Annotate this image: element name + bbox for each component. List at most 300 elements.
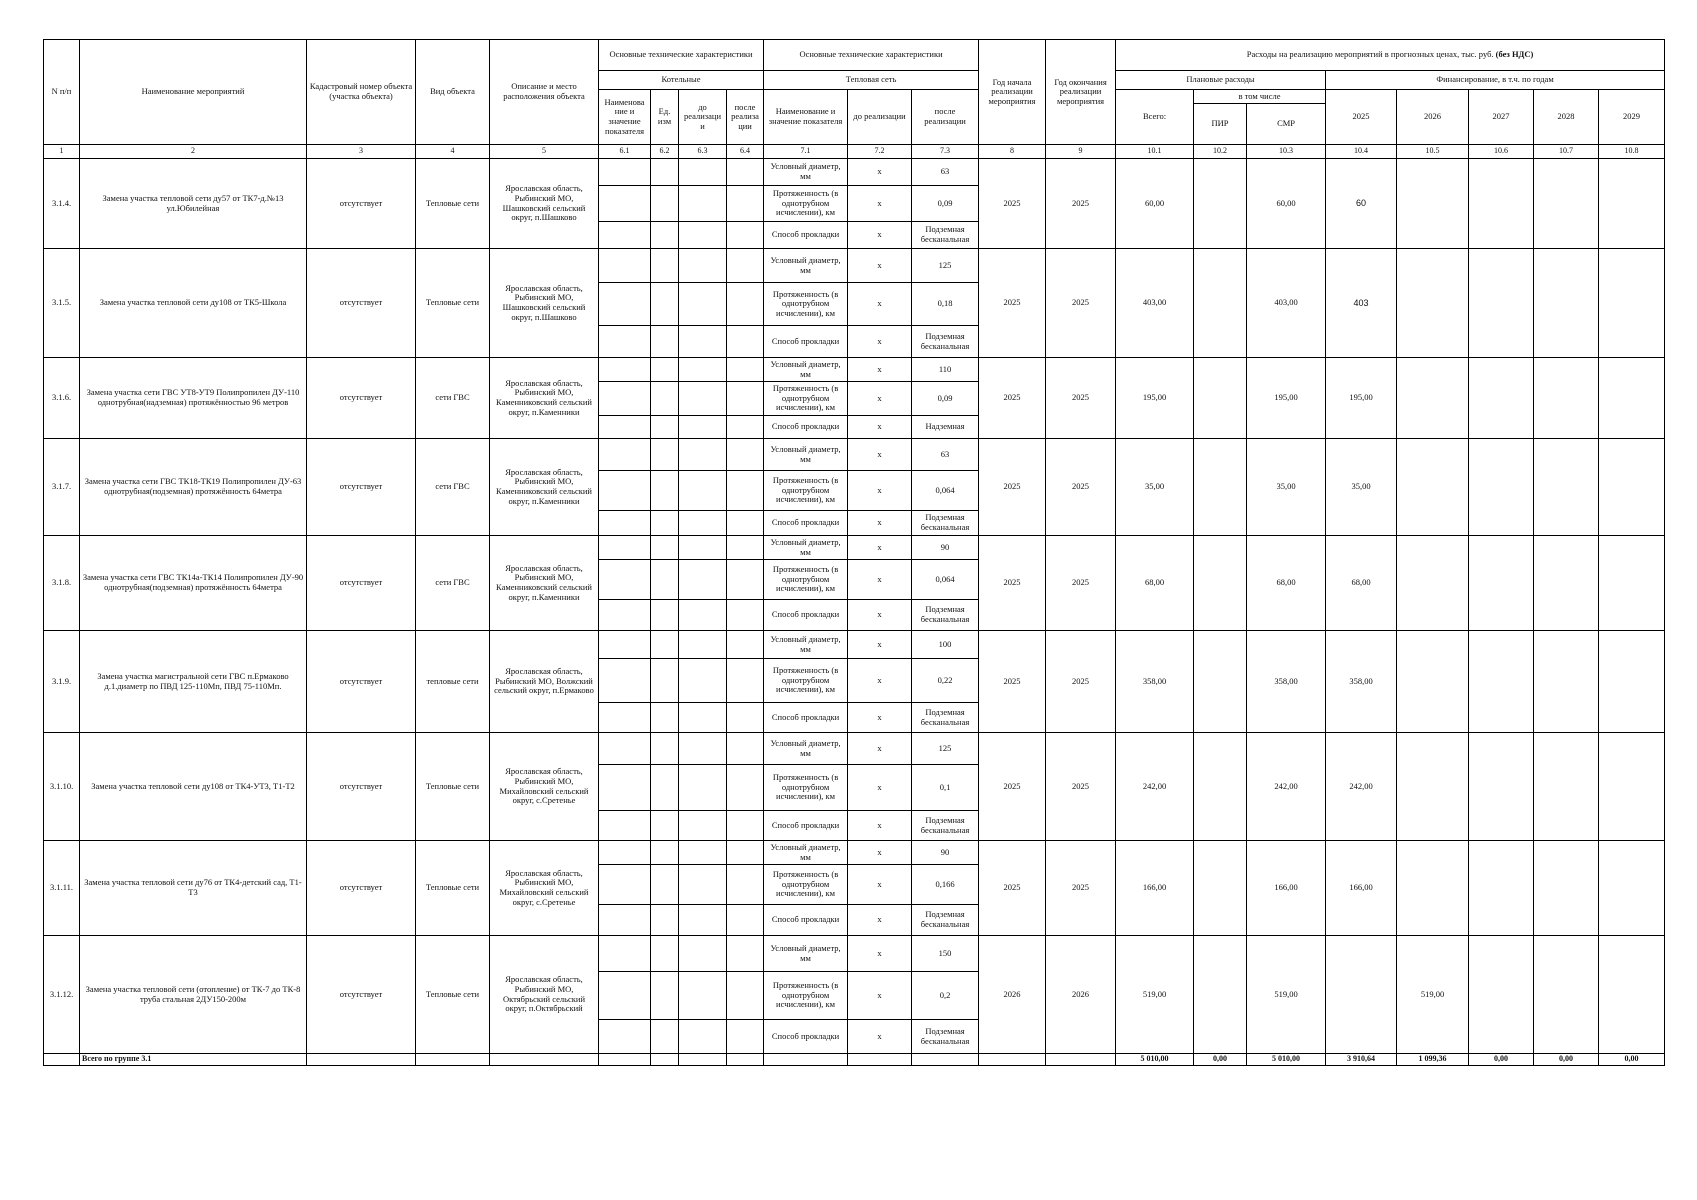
column-number: 10.7 bbox=[1534, 145, 1599, 159]
net-before-diameter: x bbox=[848, 159, 912, 186]
header-cadastral: Кадастровый номер объекта (участка объекта) bbox=[307, 40, 416, 145]
net-before-length: x bbox=[848, 382, 912, 416]
boiler-after-cell bbox=[727, 765, 764, 811]
net-indicator-laying: Способ прокладки bbox=[764, 600, 848, 631]
column-number: 6.2 bbox=[651, 145, 679, 159]
measure-name: Замена участка сети ГВС УТ8-УТ9 Полипропилен ДУ-110 однотрубная(надземная) протяжённостью 96 метров bbox=[80, 358, 307, 439]
boiler-unit-cell bbox=[651, 631, 679, 659]
end-year: 2025 bbox=[1046, 159, 1116, 249]
header-year-2025: 2025 bbox=[1326, 90, 1397, 145]
header-start-year: Год начала реализации мероприятия bbox=[979, 40, 1046, 145]
planned-smr: 195,00 bbox=[1247, 358, 1326, 439]
table-row bbox=[44, 536, 1665, 560]
header-year-2026: 2026 bbox=[1397, 90, 1469, 145]
boiler-unit-cell bbox=[651, 416, 679, 439]
net-after-length: 0,1 bbox=[912, 765, 979, 811]
net-before-laying: x bbox=[848, 703, 912, 733]
financing-2026 bbox=[1397, 841, 1469, 936]
boiler-unit-cell bbox=[651, 186, 679, 222]
boiler-before-cell bbox=[679, 811, 727, 841]
financing-2029 bbox=[1599, 358, 1665, 439]
cadastral-number: отсутствует bbox=[307, 159, 416, 249]
column-number: 10.8 bbox=[1599, 145, 1665, 159]
net-indicator-diameter: Условный диаметр, мм bbox=[764, 439, 848, 471]
measures-table bbox=[43, 39, 1665, 1066]
net-indicator-length: Протяженность (в однотрубном исчислении), км bbox=[764, 659, 848, 703]
net-after-diameter: 90 bbox=[912, 536, 979, 560]
financing-2026 bbox=[1397, 733, 1469, 841]
net-after-laying: Подземная бесканальная bbox=[912, 811, 979, 841]
boiler-unit-cell bbox=[651, 222, 679, 249]
end-year: 2025 bbox=[1046, 733, 1116, 841]
boiler-after-cell bbox=[727, 416, 764, 439]
boiler-after-cell bbox=[727, 811, 764, 841]
planned-total: 68,00 bbox=[1116, 536, 1194, 631]
financing-2025: 242,00 bbox=[1326, 733, 1397, 841]
boiler-before-cell bbox=[679, 416, 727, 439]
header-boilers: Котельные bbox=[599, 71, 764, 90]
boiler-after-cell bbox=[727, 358, 764, 382]
net-indicator-laying: Способ прокладки bbox=[764, 811, 848, 841]
net-indicator-diameter: Условный диаметр, мм bbox=[764, 358, 848, 382]
boiler-indicator-cell bbox=[599, 222, 651, 249]
measure-name: Замена участка тепловой сети ду108 от ТК5-Школа bbox=[80, 249, 307, 358]
header-after: после реализа ции bbox=[727, 90, 764, 145]
start-year: 2025 bbox=[979, 159, 1046, 249]
planned-pir bbox=[1194, 631, 1247, 733]
boiler-after-cell bbox=[727, 659, 764, 703]
financing-2027 bbox=[1469, 439, 1534, 536]
financing-2026 bbox=[1397, 358, 1469, 439]
financing-2025: 35,00 bbox=[1326, 439, 1397, 536]
column-number: 10.2 bbox=[1194, 145, 1247, 159]
end-year: 2025 bbox=[1046, 249, 1116, 358]
net-before-laying: x bbox=[848, 416, 912, 439]
header-expenses bbox=[1116, 40, 1665, 71]
column-number: 8 bbox=[979, 145, 1046, 159]
financing-2025: 403 bbox=[1326, 249, 1397, 358]
object-type: Тепловые сети bbox=[416, 936, 490, 1054]
financing-2028 bbox=[1534, 439, 1599, 536]
measures-register-sheet bbox=[43, 39, 1665, 1066]
boiler-unit-cell bbox=[651, 471, 679, 511]
net-before-diameter: x bbox=[848, 631, 912, 659]
header-total: Всего: bbox=[1116, 90, 1194, 145]
end-year: 2025 bbox=[1046, 536, 1116, 631]
table-row bbox=[44, 358, 1665, 382]
net-indicator-laying: Способ прокладки bbox=[764, 222, 848, 249]
boiler-before-cell bbox=[679, 631, 727, 659]
planned-total: 242,00 bbox=[1116, 733, 1194, 841]
boiler-before-cell bbox=[679, 733, 727, 765]
start-year: 2025 bbox=[979, 536, 1046, 631]
boiler-unit-cell bbox=[651, 1020, 679, 1054]
boiler-unit-cell bbox=[651, 382, 679, 416]
header-planned: Плановые расходы bbox=[1116, 71, 1326, 90]
totals-2025: 3 910,64 bbox=[1326, 1054, 1397, 1066]
net-before-laying: x bbox=[848, 905, 912, 936]
header-end-year: Год окончания реализации мероприятия bbox=[1046, 40, 1116, 145]
boiler-indicator-cell bbox=[599, 186, 651, 222]
cadastral-number: отсутствует bbox=[307, 631, 416, 733]
totals-empty bbox=[599, 1054, 651, 1066]
net-after-length: 0,18 bbox=[912, 283, 979, 326]
header-n: N п/п bbox=[44, 40, 80, 145]
totals-empty bbox=[848, 1054, 912, 1066]
object-type: Тепловые сети bbox=[416, 733, 490, 841]
boiler-unit-cell bbox=[651, 511, 679, 536]
column-number: 2 bbox=[80, 145, 307, 159]
planned-smr: 519,00 bbox=[1247, 936, 1326, 1054]
totals-empty bbox=[416, 1054, 490, 1066]
boiler-unit-cell bbox=[651, 841, 679, 865]
net-before-length: x bbox=[848, 186, 912, 222]
column-number: 10.3 bbox=[1247, 145, 1326, 159]
financing-2025: 68,00 bbox=[1326, 536, 1397, 631]
totals-empty bbox=[44, 1054, 80, 1066]
row-number: 3.1.5. bbox=[44, 249, 80, 358]
boiler-after-cell bbox=[727, 536, 764, 560]
totals-total: 5 010,00 bbox=[1116, 1054, 1194, 1066]
boiler-indicator-cell bbox=[599, 326, 651, 358]
table-row bbox=[44, 936, 1665, 972]
boiler-after-cell bbox=[727, 905, 764, 936]
net-after-length: 0,09 bbox=[912, 382, 979, 416]
cadastral-number: отсутствует bbox=[307, 439, 416, 536]
boiler-before-cell bbox=[679, 659, 727, 703]
net-indicator-laying: Способ прокладки bbox=[764, 703, 848, 733]
financing-2029 bbox=[1599, 631, 1665, 733]
totals-empty bbox=[490, 1054, 599, 1066]
boiler-before-cell bbox=[679, 1020, 727, 1054]
header-expenses-bold: (без НДС) bbox=[1495, 49, 1534, 60]
boiler-before-cell bbox=[679, 249, 727, 283]
boiler-before-cell bbox=[679, 560, 727, 600]
net-indicator-laying: Способ прокладки bbox=[764, 511, 848, 536]
net-before-length: x bbox=[848, 865, 912, 905]
planned-smr: 60,00 bbox=[1247, 159, 1326, 249]
object-type: сети ГВС bbox=[416, 536, 490, 631]
financing-2029 bbox=[1599, 249, 1665, 358]
header-financing bbox=[1326, 71, 1665, 90]
header-tech-net-group: Основные технические характеристики bbox=[764, 40, 979, 71]
start-year: 2025 bbox=[979, 841, 1046, 936]
net-indicator-length: Протяженность (в однотрубном исчислении), км bbox=[764, 186, 848, 222]
boiler-before-cell bbox=[679, 600, 727, 631]
measure-name: Замена участка сети ГВС ТК14а-ТК14 Полипропилен ДУ-90 однотрубная(подземная) протяжённость 64метра bbox=[80, 536, 307, 631]
boiler-indicator-cell bbox=[599, 358, 651, 382]
header-including: в том числе bbox=[1194, 90, 1326, 104]
measure-name: Замена участка тепловой сети ду76 от ТК4-детский сад, Т1-Т3 bbox=[80, 841, 307, 936]
planned-pir bbox=[1194, 439, 1247, 536]
net-before-length: x bbox=[848, 972, 912, 1020]
end-year: 2025 bbox=[1046, 358, 1116, 439]
net-before-laying: x bbox=[848, 326, 912, 358]
net-after-diameter: 100 bbox=[912, 631, 979, 659]
table-row bbox=[44, 631, 1665, 659]
boiler-unit-cell bbox=[651, 600, 679, 631]
boiler-before-cell bbox=[679, 283, 727, 326]
financing-2026 bbox=[1397, 631, 1469, 733]
boiler-before-cell bbox=[679, 765, 727, 811]
header-net-before: до реализации bbox=[848, 90, 912, 145]
net-after-length: 0,2 bbox=[912, 972, 979, 1020]
boiler-indicator-cell bbox=[599, 439, 651, 471]
planned-total: 195,00 bbox=[1116, 358, 1194, 439]
financing-2027 bbox=[1469, 631, 1534, 733]
net-indicator-laying: Способ прокладки bbox=[764, 1020, 848, 1054]
boiler-indicator-cell bbox=[599, 159, 651, 186]
net-indicator-diameter: Условный диаметр, мм bbox=[764, 841, 848, 865]
start-year: 2025 bbox=[979, 249, 1046, 358]
table-row bbox=[44, 841, 1665, 865]
boiler-after-cell bbox=[727, 471, 764, 511]
net-after-diameter: 110 bbox=[912, 358, 979, 382]
net-before-laying: x bbox=[848, 1020, 912, 1054]
financing-2026: 519,00 bbox=[1397, 936, 1469, 1054]
start-year: 2025 bbox=[979, 358, 1046, 439]
header-indicator-name: Наименова ние и значение показателя bbox=[599, 90, 651, 145]
column-number: 9 bbox=[1046, 145, 1116, 159]
boiler-before-cell bbox=[679, 159, 727, 186]
planned-pir bbox=[1194, 841, 1247, 936]
boiler-unit-cell bbox=[651, 972, 679, 1020]
column-number: 1 bbox=[44, 145, 80, 159]
boiler-before-cell bbox=[679, 511, 727, 536]
totals-2027: 0,00 bbox=[1469, 1054, 1534, 1066]
boiler-before-cell bbox=[679, 439, 727, 471]
boiler-after-cell bbox=[727, 631, 764, 659]
row-number: 3.1.12. bbox=[44, 936, 80, 1054]
column-number: 6.4 bbox=[727, 145, 764, 159]
net-indicator-laying: Способ прокладки bbox=[764, 416, 848, 439]
net-before-length: x bbox=[848, 560, 912, 600]
totals-empty bbox=[1046, 1054, 1116, 1066]
financing-2029 bbox=[1599, 159, 1665, 249]
boiler-indicator-cell bbox=[599, 936, 651, 972]
net-after-length: 0,064 bbox=[912, 560, 979, 600]
boiler-indicator-cell bbox=[599, 471, 651, 511]
net-before-diameter: x bbox=[848, 733, 912, 765]
net-before-diameter: x bbox=[848, 249, 912, 283]
net-after-diameter: 63 bbox=[912, 439, 979, 471]
start-year: 2025 bbox=[979, 439, 1046, 536]
totals-pir: 0,00 bbox=[1194, 1054, 1247, 1066]
boiler-indicator-cell bbox=[599, 765, 651, 811]
boiler-unit-cell bbox=[651, 703, 679, 733]
column-number: 4 bbox=[416, 145, 490, 159]
net-indicator-length: Протяженность (в однотрубном исчислении), км bbox=[764, 972, 848, 1020]
planned-pir bbox=[1194, 358, 1247, 439]
row-number: 3.1.9. bbox=[44, 631, 80, 733]
net-before-diameter: x bbox=[848, 358, 912, 382]
net-before-length: x bbox=[848, 659, 912, 703]
financing-2029 bbox=[1599, 841, 1665, 936]
net-before-laying: x bbox=[848, 222, 912, 249]
table-header bbox=[44, 40, 1665, 159]
boiler-before-cell bbox=[679, 536, 727, 560]
measure-name: Замена участка тепловой сети ду57 от ТК7-д.№13 ул.Юбилейная bbox=[80, 159, 307, 249]
financing-2028 bbox=[1534, 733, 1599, 841]
boiler-unit-cell bbox=[651, 536, 679, 560]
row-number: 3.1.6. bbox=[44, 358, 80, 439]
planned-smr: 35,00 bbox=[1247, 439, 1326, 536]
header-unit: Ед. изм bbox=[651, 90, 679, 145]
row-number: 3.1.4. bbox=[44, 159, 80, 249]
financing-2028 bbox=[1534, 841, 1599, 936]
end-year: 2026 bbox=[1046, 936, 1116, 1054]
cadastral-number: отсутствует bbox=[307, 358, 416, 439]
boiler-after-cell bbox=[727, 936, 764, 972]
net-after-laying: Подземная бесканальная bbox=[912, 326, 979, 358]
boiler-before-cell bbox=[679, 865, 727, 905]
financing-2029 bbox=[1599, 733, 1665, 841]
boiler-indicator-cell bbox=[599, 865, 651, 905]
boiler-unit-cell bbox=[651, 765, 679, 811]
financing-2027 bbox=[1469, 536, 1534, 631]
boiler-indicator-cell bbox=[599, 733, 651, 765]
boiler-before-cell bbox=[679, 905, 727, 936]
financing-2026 bbox=[1397, 536, 1469, 631]
net-indicator-diameter: Условный диаметр, мм bbox=[764, 249, 848, 283]
financing-2025: 195,00 bbox=[1326, 358, 1397, 439]
financing-2025: 60 bbox=[1326, 159, 1397, 249]
boiler-after-cell bbox=[727, 1020, 764, 1054]
net-after-laying: Подземная бесканальная bbox=[912, 511, 979, 536]
totals-label: Всего по группе 3.1 bbox=[80, 1054, 307, 1066]
net-before-diameter: x bbox=[848, 841, 912, 865]
boiler-unit-cell bbox=[651, 326, 679, 358]
boiler-unit-cell bbox=[651, 159, 679, 186]
measure-name: Замена участка сети ГВС ТК18-ТК19 Полипропилен ДУ-63 однотрубная(подземная) протяжённость 64метра bbox=[80, 439, 307, 536]
financing-2025 bbox=[1326, 936, 1397, 1054]
boiler-before-cell bbox=[679, 222, 727, 249]
net-before-laying: x bbox=[848, 600, 912, 631]
object-type: Тепловые сети bbox=[416, 249, 490, 358]
header-year-2028: 2028 bbox=[1534, 90, 1599, 145]
boiler-unit-cell bbox=[651, 811, 679, 841]
cadastral-number: отсутствует bbox=[307, 249, 416, 358]
boiler-indicator-cell bbox=[599, 536, 651, 560]
net-indicator-length: Протяженность (в однотрубном исчислении), км bbox=[764, 471, 848, 511]
header-heat-network: Тепловая сеть bbox=[764, 71, 979, 90]
header-description: Описание и место расположения объекта bbox=[490, 40, 599, 145]
column-number: 3 bbox=[307, 145, 416, 159]
cadastral-number: отсутствует bbox=[307, 841, 416, 936]
boiler-unit-cell bbox=[651, 865, 679, 905]
totals-2028: 0,00 bbox=[1534, 1054, 1599, 1066]
net-after-laying: Подземная бесканальная bbox=[912, 222, 979, 249]
object-type: сети ГВС bbox=[416, 439, 490, 536]
totals-smr: 5 010,00 bbox=[1247, 1054, 1326, 1066]
planned-smr: 242,00 bbox=[1247, 733, 1326, 841]
boiler-indicator-cell bbox=[599, 416, 651, 439]
boiler-unit-cell bbox=[651, 936, 679, 972]
financing-2027 bbox=[1469, 733, 1534, 841]
start-year: 2025 bbox=[979, 733, 1046, 841]
header-pir: ПИР bbox=[1194, 104, 1247, 145]
boiler-after-cell bbox=[727, 159, 764, 186]
planned-smr: 68,00 bbox=[1247, 536, 1326, 631]
object-location: Ярославская область, Рыбинский МО, Октябрьский сельский округ, п.Октябрьский bbox=[490, 936, 599, 1054]
object-location: Ярославская область, Рыбинский МО, Каменниковский сельский округ, п.Каменники bbox=[490, 439, 599, 536]
net-after-length: 0,09 bbox=[912, 186, 979, 222]
start-year: 2026 bbox=[979, 936, 1046, 1054]
column-number: 6.1 bbox=[599, 145, 651, 159]
boiler-after-cell bbox=[727, 972, 764, 1020]
totals-2029: 0,00 bbox=[1599, 1054, 1665, 1066]
column-number: 7.1 bbox=[764, 145, 848, 159]
net-after-laying: Подземная бесканальная bbox=[912, 905, 979, 936]
end-year: 2025 bbox=[1046, 631, 1116, 733]
financing-2028 bbox=[1534, 936, 1599, 1054]
boiler-indicator-cell bbox=[599, 659, 651, 703]
end-year: 2025 bbox=[1046, 439, 1116, 536]
boiler-after-cell bbox=[727, 382, 764, 416]
boiler-after-cell bbox=[727, 222, 764, 249]
planned-total: 166,00 bbox=[1116, 841, 1194, 936]
financing-2026 bbox=[1397, 159, 1469, 249]
object-location: Ярославская область, Рыбинский МО, Михайловский сельский округ, с.Сретенье bbox=[490, 841, 599, 936]
net-after-laying: Подземная бесканальная bbox=[912, 1020, 979, 1054]
table-row bbox=[44, 733, 1665, 765]
net-after-length: 0,166 bbox=[912, 865, 979, 905]
boiler-indicator-cell bbox=[599, 560, 651, 600]
net-indicator-length: Протяженность (в однотрубном исчислении), км bbox=[764, 765, 848, 811]
boiler-unit-cell bbox=[651, 439, 679, 471]
planned-smr: 358,00 bbox=[1247, 631, 1326, 733]
financing-2027 bbox=[1469, 841, 1534, 936]
net-after-laying: Надземная bbox=[912, 416, 979, 439]
boiler-unit-cell bbox=[651, 358, 679, 382]
boiler-indicator-cell bbox=[599, 382, 651, 416]
financing-2027 bbox=[1469, 358, 1534, 439]
boiler-unit-cell bbox=[651, 659, 679, 703]
boiler-after-cell bbox=[727, 249, 764, 283]
net-before-length: x bbox=[848, 283, 912, 326]
boiler-after-cell bbox=[727, 560, 764, 600]
header-object-type: Вид объекта bbox=[416, 40, 490, 145]
table-row bbox=[44, 439, 1665, 471]
boiler-after-cell bbox=[727, 865, 764, 905]
net-before-laying: x bbox=[848, 811, 912, 841]
table-body bbox=[44, 159, 1665, 1066]
column-number: 5 bbox=[490, 145, 599, 159]
financing-2028 bbox=[1534, 631, 1599, 733]
start-year: 2025 bbox=[979, 631, 1046, 733]
financing-2027 bbox=[1469, 249, 1534, 358]
header-smr: СМР bbox=[1247, 104, 1326, 145]
boiler-after-cell bbox=[727, 511, 764, 536]
table-row bbox=[44, 249, 1665, 283]
header-year-2029: 2029 bbox=[1599, 90, 1665, 145]
column-number: 6.3 bbox=[679, 145, 727, 159]
financing-2028 bbox=[1534, 536, 1599, 631]
boiler-before-cell bbox=[679, 703, 727, 733]
totals-empty bbox=[307, 1054, 416, 1066]
boiler-unit-cell bbox=[651, 560, 679, 600]
boiler-after-cell bbox=[727, 841, 764, 865]
financing-2028 bbox=[1534, 159, 1599, 249]
financing-2029 bbox=[1599, 439, 1665, 536]
column-number: 10.6 bbox=[1469, 145, 1534, 159]
measure-name: Замена участка магистральной сети ГВС п.Ермаково д.1.диаметр по ПВД 125-110Мп, ПВД 75-110Мп. bbox=[80, 631, 307, 733]
planned-total: 60,00 bbox=[1116, 159, 1194, 249]
net-after-diameter: 125 bbox=[912, 249, 979, 283]
net-before-length: x bbox=[848, 765, 912, 811]
row-number: 3.1.7. bbox=[44, 439, 80, 536]
planned-pir bbox=[1194, 733, 1247, 841]
